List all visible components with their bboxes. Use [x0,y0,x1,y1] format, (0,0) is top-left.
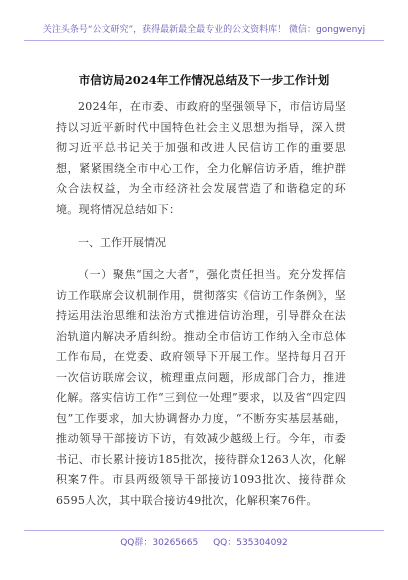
section-paragraph: （一）聚焦“国之大者”，强化责任担当。充分发挥信访工作联席会议机制作用，贯彻落实《信访工作条例》，坚持运用法治思维和法治方式推进信访治理，引导群众在法治轨道内解决矛盾纠纷。推动全市信访工作纳入全市总体工作布局，在党委、政府领导下开展工作。坚持每月召开一次信访联席会议，梳理重点问题，形成部门合力，推进化解。落实信访工作“三到位一处理”要求，以及省“四定四包”工作要求，加大协调督办力度，“不断夯实基层基础，推动领导干部接访下访，有效减少越级上行。今年，市委书记、市长累计接访185批次，接待群众1263人次，化解积案7件。市县两级领导干部接访1093批次、接待群众6595人次，其中联合接访49批次，化解积案76件。 [56,268,346,507]
intro-paragraph: 2024年，在市委、市政府的坚强领导下，市信访局坚持以习近平新时代中国特色社会主义思想为指导，深入贯彻习近平总书记关于加强和改进人民信访工作的重要思想，紧紧围绕全市中心工作，全力化解信访矛盾，维护群众合法权益，为全市经济社会发展营造了和谐稳定的环境。现将情况总结如下： [56,100,346,216]
footer-divider [24,530,384,531]
footer-contacts [0,535,408,548]
document-title: 市信访局2024年工作情况总结及下一步工作计划 [78,73,330,87]
footer-qq-group: QQ群：30265665 [120,538,199,548]
footer-qq: QQ：535304092 [213,538,288,548]
header-banner: 关注头条号“公文研究”，获得最新最全最专业的公文资料库！ 微信：gongwenyj [42,25,366,35]
section-heading: 一、工作开展情况 [78,236,166,249]
header-divider [24,40,384,41]
